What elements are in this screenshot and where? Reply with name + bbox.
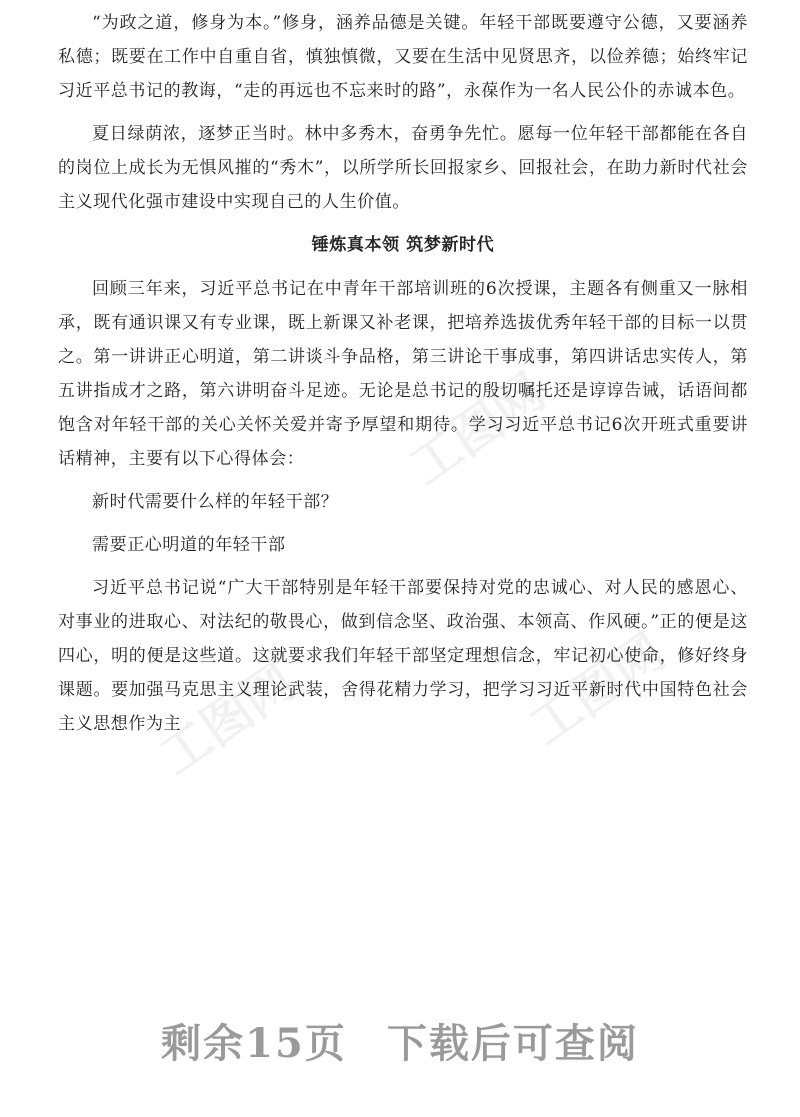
watermark-logo: 工图网 — [149, 652, 306, 787]
download-to-view-label: 下载后可查阅 — [386, 1020, 639, 1067]
section-title: 锤炼真本领 筑梦新时代 — [311, 235, 495, 255]
paragraph-self-cultivation: “为政之道，修身为本。”修身，涵养品德是关键。年轻干部既要遵守公德，又要涵养私德；既要在工作中自重自省，慎独慎微，又要在生活中见贤思齐，以俭养德；始终牢记习近平总书记的教诲，“走的再远也不忘来时的路”，永葆作为一名人民公仆的赤诚本色。 — [58, 13, 748, 101]
paragraph-review-three-years: 回顾三年来，习近平总书记在中青年干部培训班的6次授课，主题各有侧重又一脉相承，既有通识课又有专业课，既上新课又补老课，把培养选拔优秀年轻干部的目标一以贯之。第一讲讲正心明道，第二讲谈斗争品格，第三讲论干事成事，第四讲话忠实传人，第五讲指成才之路，第六讲明奋斗足迹。无论是总书记的殷切嘱托还是谆谆告诫，话语间都饱含对年轻干部的关心关怀关爱并寄予厚望和期待。学习习近平总书记6次开班式重要讲话精神，主要有以下心得体会： — [58, 279, 748, 469]
question-heading: 新时代需要什么样的年轻干部？ — [92, 492, 339, 512]
watermark-logo: 工图网 — [519, 622, 676, 757]
paragraph-four-hearts: 习近平总书记说“广大干部特别是年轻干部要保持对党的忠诚心、对人民的感恩心、对事业的进取心、对法纪的敬畏心，做到信念坚、政治强、本领高、作风硬。”正的便是这四心，明的便是这些道。这就要求我们年轻干部坚定理想信念，牢记初心使命，修好终身课题。要加强马克思主义理论武装，舍得花精力学习，把学习习近平新时代中国特色社会主义思想作为主 — [58, 578, 748, 734]
remaining-pages-label: 剩余15页 — [161, 1020, 347, 1067]
document-body — [58, 6, 748, 750]
paragraph-summer-dream: 夏日绿荫浓，逐梦正当时。林中多秀木，奋勇争先忙。愿每一位年轻干部都能在各自的岗位上成长为无惧风摧的“秀木”，以所学所长回报家乡、回报社会，在助力新时代社会主义现代化强市建设中实现自己的人生价值。 — [58, 124, 748, 212]
subheading-upright: 需要正心明道的年轻干部 — [92, 535, 286, 555]
download-banner[interactable] — [0, 1012, 800, 1069]
watermark-logo: 工图网 — [399, 362, 556, 497]
